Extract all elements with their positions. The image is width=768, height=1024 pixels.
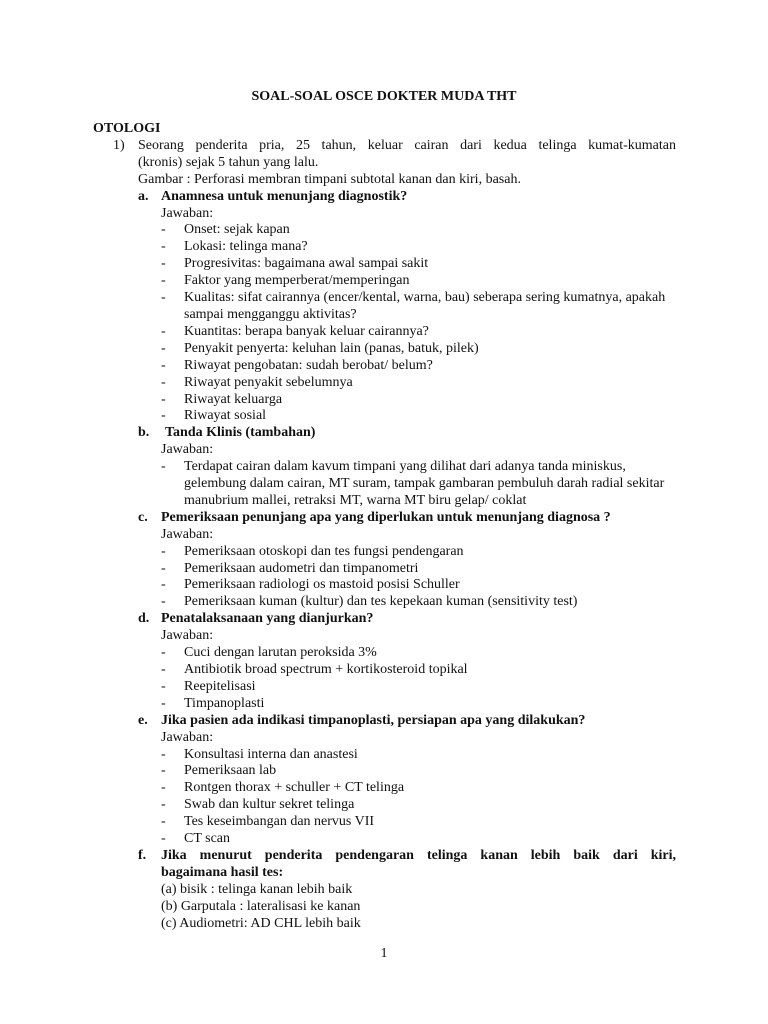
list-item: - Kualitas: sifat cairannya (encer/kental, warna, bau) seberapa sering kumatnya, apakah sampai mengganggu aktivitas? — [161, 290, 666, 322]
list-item: - Progresivitas: bagaimana awal sampai sakit — [161, 256, 429, 272]
list-item: - Faktor yang memperberat/memperingan — [161, 273, 410, 289]
subquestion-letter: b. — [138, 425, 150, 441]
list-item: - Swab dan kultur sekret telinga — [161, 797, 355, 813]
subquestion-letter: c. — [138, 509, 148, 525]
list-item: - Pemeriksaan radiologi os mastoid posisi Schuller — [161, 577, 460, 593]
answer-list — [161, 645, 676, 713]
question-image-description: Gambar : Perforasi membran timpani subtotal kanan dan kiri, basah. — [138, 171, 521, 187]
list-item: - Pemeriksaan kuman (kultur) dan tes kepekaan kuman (sensitivity test) — [161, 594, 578, 610]
question-1 — [93, 138, 676, 933]
subquestion-a — [138, 189, 676, 426]
document-body — [93, 121, 676, 933]
answer-label: Jawaban: — [161, 205, 214, 221]
answer-list — [161, 747, 676, 848]
question-content — [138, 138, 676, 933]
list-item: - Penyakit penyerta: keluhan lain (panas, batuk, pilek) — [161, 340, 479, 356]
list-item: - Riwayat penyakit sebelumnya — [161, 374, 353, 390]
subquestion-title: Jika pasien ada indikasi timpanoplasti, persiapan apa yang dilakukan? — [161, 712, 586, 728]
subquestion-title: Anamnesa untuk menunjang diagnostik? — [161, 188, 408, 204]
list-item: - Reepitelisasi — [161, 678, 256, 694]
list-item: - Kuantitas: berapa banyak keluar cairannya? — [161, 323, 429, 339]
answer-list — [161, 459, 676, 510]
section-heading: OTOLOGI — [93, 121, 161, 136]
subquestion-d — [138, 611, 676, 712]
list-item: - Riwayat pengobatan: sudah berobat/ belum? — [161, 357, 433, 373]
list-item: - Pemeriksaan lab — [161, 763, 277, 779]
list-item: - Lokasi: telinga mana? — [161, 239, 308, 255]
result-item: (b) Garputala : lateralisasi ke kanan — [161, 898, 361, 914]
list-item: - CT scan — [161, 831, 231, 847]
question-number: 1) — [113, 137, 125, 153]
subquestion-letter: d. — [138, 611, 150, 627]
list-item: - Antibiotik broad spectrum + kortikosteroid topikal — [161, 662, 468, 677]
subquestion-title-line-1: Jika menurut penderita pendengaran telinga kanan lebih baik dari kiri, — [161, 847, 676, 863]
page-title: SOAL-SOAL OSCE DOKTER MUDA THT — [251, 89, 517, 104]
answer-list — [161, 222, 676, 425]
subquestion-letter: a. — [138, 188, 149, 204]
subquestion-title: Tanda Klinis (tambahan) — [165, 425, 316, 441]
subquestion-letter: f. — [138, 847, 147, 863]
result-item: (a) bisik : telinga kanan lebih baik — [161, 881, 353, 897]
list-item: - Terdapat cairan dalam kavum timpani yang dilihat dari adanya tanda miniskus, gelembung dalam cairan, MT suram, tampak gambaran pembuluh darah radial sekitar manubrium mallei, retraksi MT, warna MT biru gelap/ coklat — [161, 459, 665, 508]
list-item: - Konsultasi interna dan anastesi — [161, 746, 358, 762]
list-item: - Cuci dengan larutan peroksida 3% — [161, 645, 377, 661]
question-stem-line-2: (kronis) sejak 5 tahun yang lalu. — [138, 154, 319, 170]
list-item: - Riwayat keluarga — [161, 391, 283, 407]
subquestion-title-line-2: bagaimana hasil tes: — [161, 864, 284, 880]
list-item: - Tes keseimbangan dan nervus VII — [161, 814, 375, 830]
answer-label: Jawaban: — [161, 442, 214, 458]
list-item: - Onset: sejak kapan — [161, 222, 290, 238]
list-item: - Pemeriksaan otoskopi dan tes fungsi pendengaran — [161, 543, 464, 559]
subquestion-c — [138, 510, 676, 611]
result-item: (c) Audiometri: AD CHL lebih baik — [161, 915, 361, 931]
list-item: - Timpanoplasti — [161, 695, 265, 711]
question-stem-line-1: Seorang penderita pria, 25 tahun, keluar cairan dari kedua telinga kumat-kumatan — [138, 137, 676, 153]
page-number: 1 — [380, 946, 388, 961]
answer-list — [161, 544, 676, 612]
subquestion-f — [138, 848, 676, 933]
answer-label: Jawaban: — [161, 729, 214, 745]
list-item: - Riwayat sosial — [161, 408, 267, 424]
subquestion-e — [138, 713, 676, 848]
subquestion-b — [138, 425, 676, 510]
subquestion-title: Pemeriksaan penunjang apa yang diperlukan untuk menunjang diagnosa ? — [161, 509, 611, 525]
list-item: - Pemeriksaan audometri dan timpanometri — [161, 560, 419, 576]
answer-label: Jawaban: — [161, 526, 214, 542]
subquestion-title: Penatalaksanaan yang dianjurkan? — [161, 611, 374, 627]
list-item: - Rontgen thorax + schuller + CT telinga — [161, 780, 405, 796]
subquestion-letter: e. — [138, 712, 148, 728]
answer-label: Jawaban: — [161, 628, 214, 644]
